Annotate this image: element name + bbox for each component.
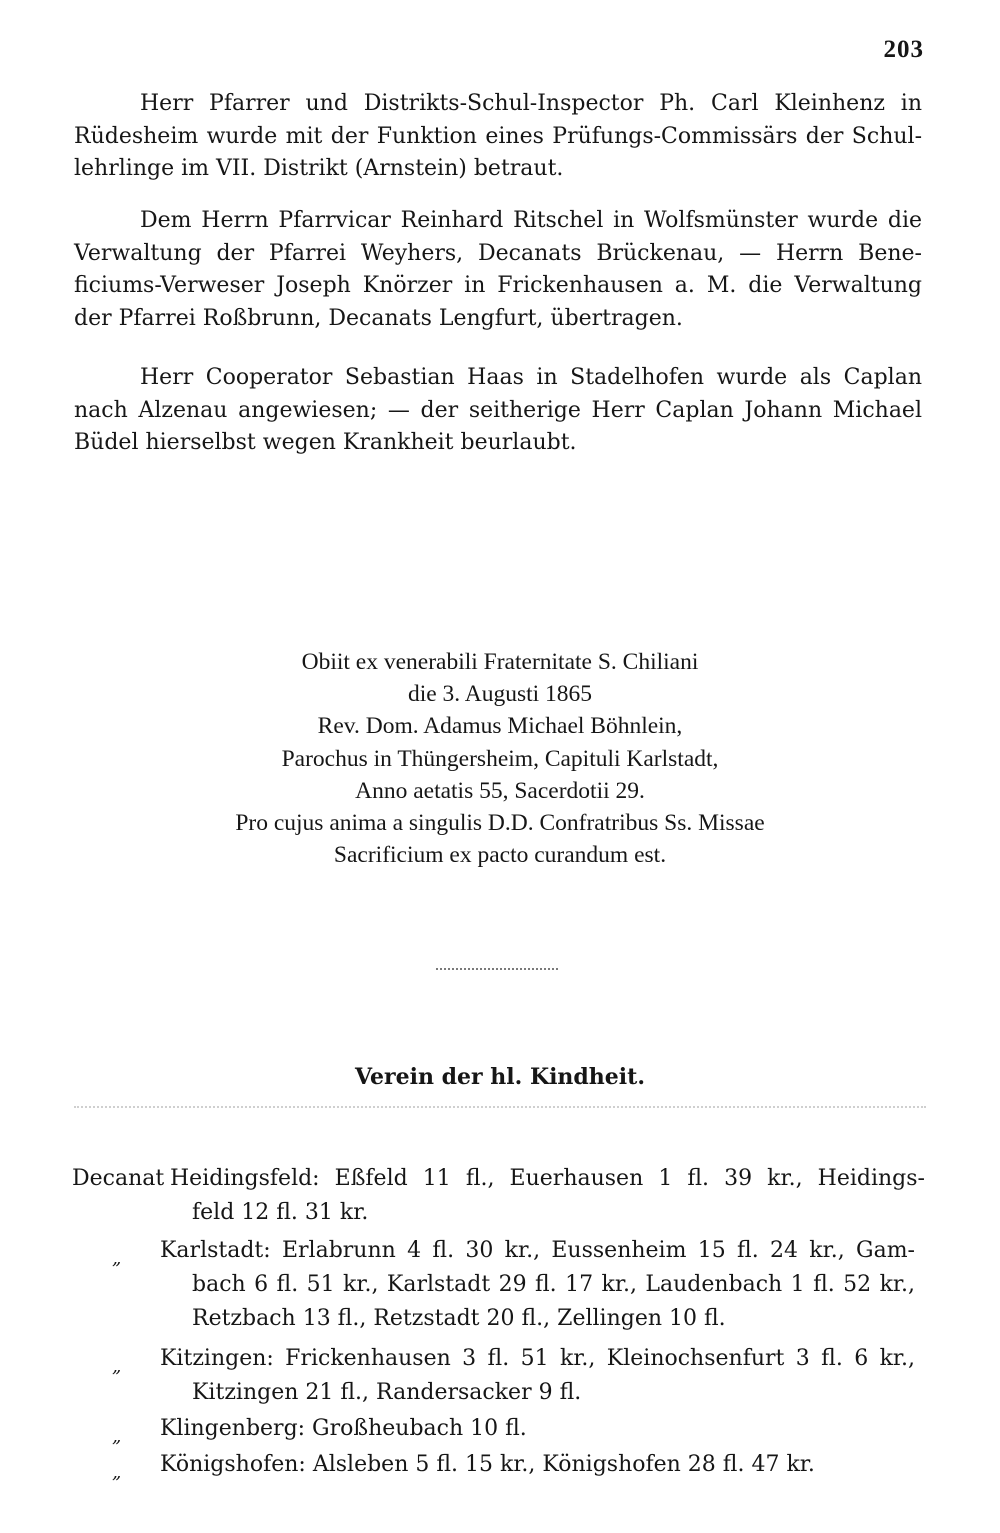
ditto-mark: „: [112, 1462, 122, 1483]
entry-line: Klingenberg: Großheubach 10 fl.: [160, 1416, 527, 1441]
entry-line: Karlstadt: Erlabrunn 4 fl. 30 kr., Eussenheim 15 fl. 24 kr., Gam-: [160, 1238, 915, 1263]
obituary-notice: [100, 646, 900, 871]
paragraph-line: Herr Pfarrer und Distrikts-Schul-Inspector Ph. Carl Kleinhenz in: [140, 91, 922, 116]
dotted-rule: [74, 1106, 926, 1108]
entry-line: Kitzingen: Frickenhausen 3 fl. 51 kr., Kleinochsenfurt 3 fl. 6 kr.,: [160, 1346, 915, 1371]
paragraph-line: Verwaltung der Pfarrei Weyhers, Decanats Brückenau, — Herrn Bene-: [74, 240, 922, 266]
paragraph-line: Herr Cooperator Sebastian Haas in Stadelhofen wurde als Caplan: [140, 365, 922, 390]
paragraph-line: der Pfarrei Roßbrunn, Decanats Lengfurt, übertragen.: [74, 305, 683, 331]
entry-lead: Decanat: [72, 1166, 165, 1191]
paragraph-appointment-3: [74, 362, 922, 460]
obituary-line: Pro cujus anima a singulis D.D. Confratribus Ss. Missae: [235, 810, 765, 837]
paragraph-appointment-2: [74, 205, 922, 335]
ditto-mark: „: [112, 1426, 122, 1447]
entry-line: bach 6 fl. 51 kr., Karlstadt 29 fl. 17 kr., Laudenbach 1 fl. 52 kr.,: [192, 1272, 915, 1297]
entry-line: Heidingsfeld: Eßfeld 11 fl., Euerhausen 1 fl. 39 kr., Heidings-: [170, 1166, 925, 1191]
obituary-line: Anno aetatis 55, Sacerdotii 29.: [355, 777, 645, 804]
entry-line: Königshofen: Alsleben 5 fl. 15 kr., Königshofen 28 fl. 47 kr.: [160, 1452, 815, 1477]
ditto-mark: „: [112, 1248, 122, 1269]
paragraph-line: nach Alzenau angewiesen; — der seitherige Herr Caplan Johann Michael: [74, 397, 922, 423]
obituary-line: Obiit ex venerabili Fraternitate S. Chiliani: [301, 649, 699, 675]
obituary-line: Parochus in Thüngersheim, Capituli Karlstadt,: [281, 745, 719, 772]
entry-line: Kitzingen 21 fl., Randersacker 9 fl.: [192, 1380, 582, 1405]
page-number: 203: [883, 36, 924, 63]
ditto-mark: „: [112, 1356, 122, 1377]
section-heading: Verein der hl. Kindheit.: [355, 1064, 645, 1090]
section-divider: [436, 968, 558, 970]
entry-line: Retzbach 13 fl., Retzstadt 20 fl., Zellingen 10 fl.: [192, 1306, 726, 1331]
paragraph-line: Büdel hierselbst wegen Krankheit beurlaubt.: [74, 430, 577, 455]
paragraph-line: ficiums-Verweser Joseph Knörzer in Frickenhausen a. M. die Verwaltung: [74, 273, 922, 298]
paragraph-line: Dem Herrn Pfarrvicar Reinhard Ritschel in Wolfsmünster wurde die: [140, 208, 922, 233]
paragraph-line: lehrlinge im VII. Distrikt (Arnstein) betraut.: [74, 156, 564, 181]
obituary-line: Rev. Dom. Adamus Michael Böhnlein,: [317, 713, 683, 740]
paragraph-appointment-1: [74, 88, 922, 186]
obituary-line: die 3. Augusti 1865: [407, 681, 593, 708]
paragraph-line: Rüdesheim wurde mit der Funktion eines Prüfungs-Commissärs der Schul-: [74, 123, 922, 149]
entry-line: feld 12 fl. 31 kr.: [192, 1200, 369, 1225]
obituary-line: Sacrificium ex pacto curandum est.: [333, 842, 667, 869]
